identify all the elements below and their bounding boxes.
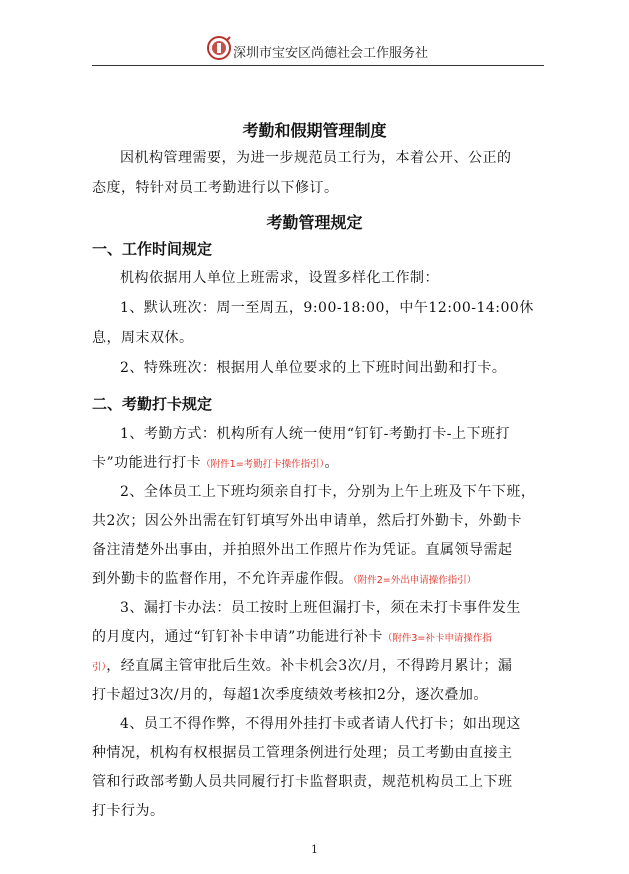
section2-line: 打卡行为。 [92, 803, 165, 819]
section2-line [92, 656, 544, 678]
section2-line: 2、全体员工上下班均须亲自打卡，分别为上午上班及下午下班， [120, 484, 536, 500]
section2-line: 1、考勤方式：机构所有人统一使用“钉钉-考勤打卡-上下班打 [120, 426, 511, 442]
intro-line-2: 态度，特针对员工考勤进行以下修订。 [92, 180, 339, 196]
section1-line: 机构依据用人单位上班需求，设置多样化工作制： [120, 270, 439, 286]
organization-logo-icon [207, 36, 231, 60]
text-span: 卡”功能进行打卡 [92, 455, 202, 471]
text-span: ，经直属主管审批后生效。补卡机会3次/月，不得跨月累计；漏 [106, 658, 513, 674]
page-number: 1 [311, 843, 318, 856]
text-span: 。 [324, 455, 339, 471]
attachment-note: （附件3=补卡申请操作指 [382, 633, 492, 644]
section1-heading: 一、工作时间规定 [92, 240, 213, 258]
section2-line: 备注清楚外出事由，并拍照外出工作照片作为凭证。直属领导需起 [92, 542, 513, 558]
intro-line-1: 因机构管理需要，为进一步规范员工行为，本着公开、公正的 [120, 150, 512, 166]
section2-line: 管和行政部考勤人员共同履行打卡监督职责，规范机构员工上下班 [92, 774, 513, 790]
attachment-note: （附件2=外出申请操作指引） [353, 575, 477, 586]
section-title: 考勤管理规定 [266, 213, 363, 232]
attachment-note: 引） [92, 662, 107, 673]
section2-line: 3、漏打卡办法：员工按时上班但漏打卡，须在未打卡事件发生 [120, 600, 521, 616]
section2-line: 4、员工不得作弊，不得用外挂打卡或者请人代打卡；如出现这 [120, 716, 521, 732]
section2-line [92, 627, 544, 649]
section1-line: 息，周末双休。 [92, 330, 194, 346]
section1-line: 1、默认班次：周一至周五，9:00-18:00，中午12:00-14:00休 [120, 300, 534, 316]
document-title: 考勤和假期管理制度 [242, 121, 387, 140]
text-span: 到外勤卡的监督作用，不允许弄虚作假。 [92, 571, 353, 587]
section2-line [92, 569, 544, 591]
section2-line [92, 453, 544, 475]
header-divider [92, 65, 544, 66]
section2-line: 共2次；因公外出需在钉钉填写外出申请单，然后打外勤卡，外勤卡 [92, 513, 522, 529]
text-span: 的月度内，通过“钉钉补卡申请”功能进行补卡 [92, 629, 383, 645]
page-header [92, 34, 544, 64]
section2-line: 打卡超过3次/月的，每超1次季度绩效考核扣2分，逐次叠加。 [92, 687, 488, 703]
organization-name: 深圳市宝安区尚德社会工作服务社 [233, 46, 429, 61]
section2-heading: 二、考勤打卡规定 [92, 395, 213, 413]
attachment-note: （附件1=考勤打卡操作指引） [201, 459, 325, 470]
section2-line: 种情况，机构有权根据员工管理条例进行处理；员工考勤由直接主 [92, 745, 513, 761]
section1-line: 2、特殊班次：根据用人单位要求的上下班时间出勤和打卡。 [120, 360, 507, 376]
